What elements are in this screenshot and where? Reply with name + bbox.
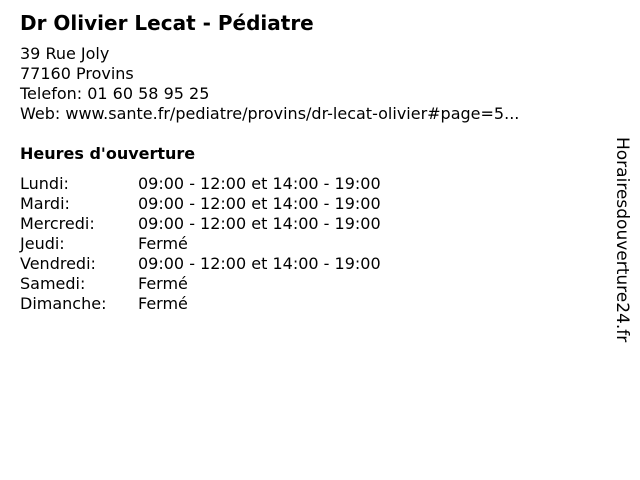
website-link[interactable]: Web: www.sante.fr/pediatre/provins/dr-lecat-olivier#page=5... <box>20 104 520 123</box>
day-hours: 09:00 - 12:00 et 14:00 - 19:00 <box>138 214 381 233</box>
address-block <box>20 44 519 124</box>
day-label: Dimanche: <box>20 294 107 313</box>
hours-row-saturday <box>20 274 381 294</box>
day-hours: Fermé <box>138 294 188 313</box>
hours-row-tuesday <box>20 194 381 214</box>
day-label: Lundi: <box>20 174 69 193</box>
phone-number: Telefon: 01 60 58 95 25 <box>20 84 210 103</box>
hours-row-wednesday <box>20 214 381 234</box>
page-title: Dr Olivier Lecat - Pédiatre <box>20 11 314 35</box>
day-label: Vendredi: <box>20 254 96 273</box>
day-hours: 09:00 - 12:00 et 14:00 - 19:00 <box>138 254 381 273</box>
opening-hours-list <box>20 174 381 314</box>
day-hours: Fermé <box>138 234 188 253</box>
hours-row-monday <box>20 174 381 194</box>
day-label: Mercredi: <box>20 214 95 233</box>
site-watermark <box>612 134 632 346</box>
day-label: Mardi: <box>20 194 70 213</box>
hours-heading: Heures d'ouverture <box>20 144 196 163</box>
day-label: Jeudi: <box>20 234 65 253</box>
city: 77160 Provins <box>20 64 134 83</box>
day-hours: 09:00 - 12:00 et 14:00 - 19:00 <box>138 174 381 193</box>
street-address: 39 Rue Joly <box>20 44 110 63</box>
watermark-text: Horairesdouverture24.fr <box>612 137 632 343</box>
day-label: Samedi: <box>20 274 86 293</box>
hours-row-sunday <box>20 294 381 314</box>
day-hours: 09:00 - 12:00 et 14:00 - 19:00 <box>138 194 381 213</box>
day-hours: Fermé <box>138 274 188 293</box>
hours-row-friday <box>20 254 381 274</box>
hours-row-thursday <box>20 234 381 254</box>
